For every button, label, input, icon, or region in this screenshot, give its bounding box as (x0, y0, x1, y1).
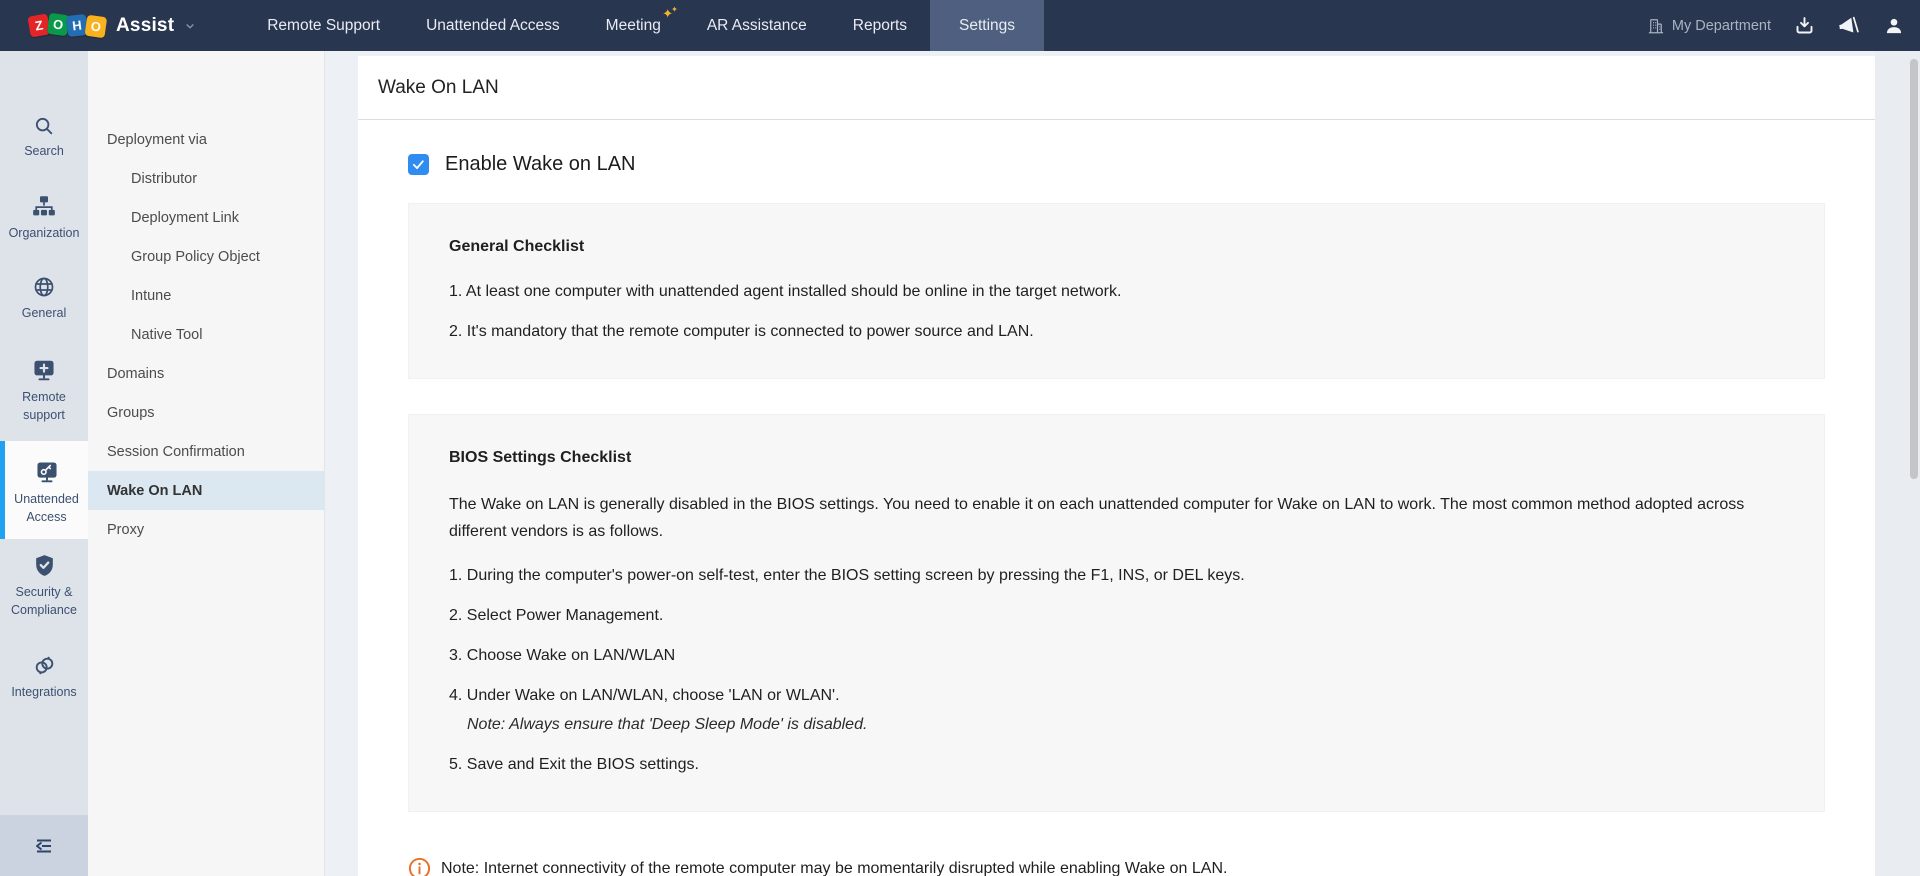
bios-checklist-heading: BIOS Settings Checklist (449, 449, 632, 466)
shield-check-icon (32, 553, 57, 578)
nav-ar-assistance[interactable]: AR Assistance (706, 16, 807, 34)
page-title: Wake On LAN (378, 76, 499, 98)
bios-checklist-item: 3. Choose Wake on LAN/WLAN (449, 647, 676, 664)
settings-section-sidebar (88, 51, 325, 876)
nav-remote-support[interactable]: Remote Support (267, 16, 381, 34)
sidebar-item-domains[interactable]: Domains (107, 365, 165, 382)
rail-item-organization[interactable] (0, 193, 88, 242)
rail-item-unattended-access[interactable] (0, 441, 88, 539)
department-selector[interactable] (1647, 17, 1771, 35)
scrollbar-thumb[interactable] (1910, 59, 1918, 479)
rail-item-label: Unattended Access (14, 492, 79, 525)
sidebar-item-intune[interactable]: Intune (131, 287, 172, 304)
nav-meeting[interactable] (583, 0, 684, 51)
zoho-logo-tile: Z (27, 13, 50, 37)
monitor-key-icon (34, 459, 60, 485)
enable-wake-on-lan-row[interactable] (408, 153, 1825, 176)
rail-item-search[interactable] (0, 115, 88, 160)
org-chart-icon (31, 193, 57, 219)
zoho-logo-tile: H (66, 14, 88, 37)
sidebar-item-deployment-via[interactable]: Deployment via (107, 131, 207, 148)
sidebar-item-native-tool[interactable]: Native Tool (131, 326, 203, 343)
sidebar-item-distributor[interactable]: Distributor (131, 170, 198, 187)
general-checklist-heading: General Checklist (449, 238, 585, 255)
department-name: My Department (1671, 17, 1771, 34)
bios-deep-sleep-note: Note: Always ensure that 'Deep Sleep Mode' is disabled. (467, 716, 868, 733)
download-icon[interactable] (1794, 15, 1815, 36)
nav-meeting-label: Meeting (605, 16, 661, 34)
rail-item-general[interactable] (0, 275, 88, 322)
collapse-sidebar-icon (32, 834, 56, 858)
general-checklist-item: 2. It's mandatory that the remote computer is connected to power source and LAN. (449, 323, 1034, 340)
main-content-area (325, 51, 1920, 876)
sidebar-item-groups[interactable]: Groups (107, 404, 155, 421)
enable-wake-on-lan-checkbox[interactable] (408, 154, 429, 175)
bios-checklist-item: 5. Save and Exit the BIOS settings. (449, 756, 699, 773)
monitor-plus-icon (31, 357, 57, 383)
sidebar-item-session-confirmation[interactable]: Session Confirmation (107, 443, 245, 460)
search-icon (33, 115, 55, 137)
zoho-logo-tile: O (47, 13, 70, 37)
chevron-down-icon[interactable] (183, 19, 197, 33)
settings-icon-rail (0, 51, 88, 876)
bios-checklist-item: 1. During the computer's power-on self-test, enter the BIOS setting screen by pressing the F1, INS, or DEL keys. (449, 567, 1245, 584)
bios-checklist-item: 4. Under Wake on LAN/WLAN, choose 'LAN or WLAN'. (449, 687, 840, 704)
sync-rings-icon (32, 653, 57, 678)
rail-item-label: Security & Compliance (10, 585, 77, 618)
rail-item-label: Integrations (11, 685, 77, 699)
user-profile-icon[interactable] (1884, 16, 1904, 36)
sidebar-item-proxy[interactable]: Proxy (107, 521, 145, 538)
bios-settings-checklist-box (408, 414, 1825, 812)
bios-checklist-intro: The Wake on LAN is generally disabled in the BIOS settings. You need to enable it on each unattended computer for Wake on LAN to work. The most common method adopted across different vendors is as follows. (449, 496, 1745, 540)
wake-on-lan-panel (358, 56, 1875, 876)
zoho-logo-tile: O (84, 15, 107, 39)
rail-item-label: Search (24, 144, 64, 158)
topbar-right-controls (1647, 14, 1904, 37)
connectivity-note-text: Note: Internet connectivity of the remote computer may be momentarily disrupted while enabling Wake on LAN. (441, 859, 1228, 876)
top-navigation-bar (0, 0, 1920, 51)
bios-checklist-item: 2. Select Power Management. (449, 607, 664, 624)
panel-content (358, 153, 1875, 876)
rail-item-label: Remote support (22, 390, 66, 423)
sparkle-icon: ✦✦ (662, 5, 678, 21)
globe-icon (32, 275, 56, 299)
sidebar-item-deployment-link[interactable]: Deployment Link (131, 209, 239, 226)
checkmark-icon (411, 157, 426, 172)
rail-item-remote-support[interactable] (0, 357, 88, 424)
zoho-logo (29, 15, 105, 36)
enable-wake-on-lan-label: Enable Wake on LAN (445, 153, 636, 175)
announcements-megaphone-icon[interactable] (1838, 14, 1861, 37)
nav-settings[interactable]: Settings (930, 0, 1044, 51)
vertical-scrollbar[interactable] (1875, 51, 1920, 876)
nav-reports[interactable]: Reports (852, 16, 908, 34)
rail-item-security-compliance[interactable] (0, 553, 88, 619)
product-name: Assist (116, 14, 175, 36)
collapse-sidebar-button[interactable] (0, 815, 88, 876)
sidebar-item-wake-on-lan[interactable]: Wake On LAN (88, 471, 324, 510)
zoho-assist-brand[interactable] (29, 15, 197, 37)
nav-unattended-access[interactable]: Unattended Access (426, 16, 560, 34)
general-checklist-box (408, 203, 1825, 379)
department-building-icon (1647, 17, 1665, 35)
rail-item-integrations[interactable] (0, 653, 88, 701)
rail-item-label: Organization (8, 226, 80, 240)
info-icon (408, 857, 431, 876)
primary-navigation (244, 0, 1044, 51)
general-checklist-item: 1. At least one computer with unattended agent installed should be online in the target network. (449, 283, 1122, 300)
connectivity-note (408, 857, 1825, 876)
rail-item-label: General (21, 306, 67, 320)
sidebar-item-group-policy-object[interactable]: Group Policy Object (131, 248, 260, 265)
panel-header (358, 56, 1875, 120)
